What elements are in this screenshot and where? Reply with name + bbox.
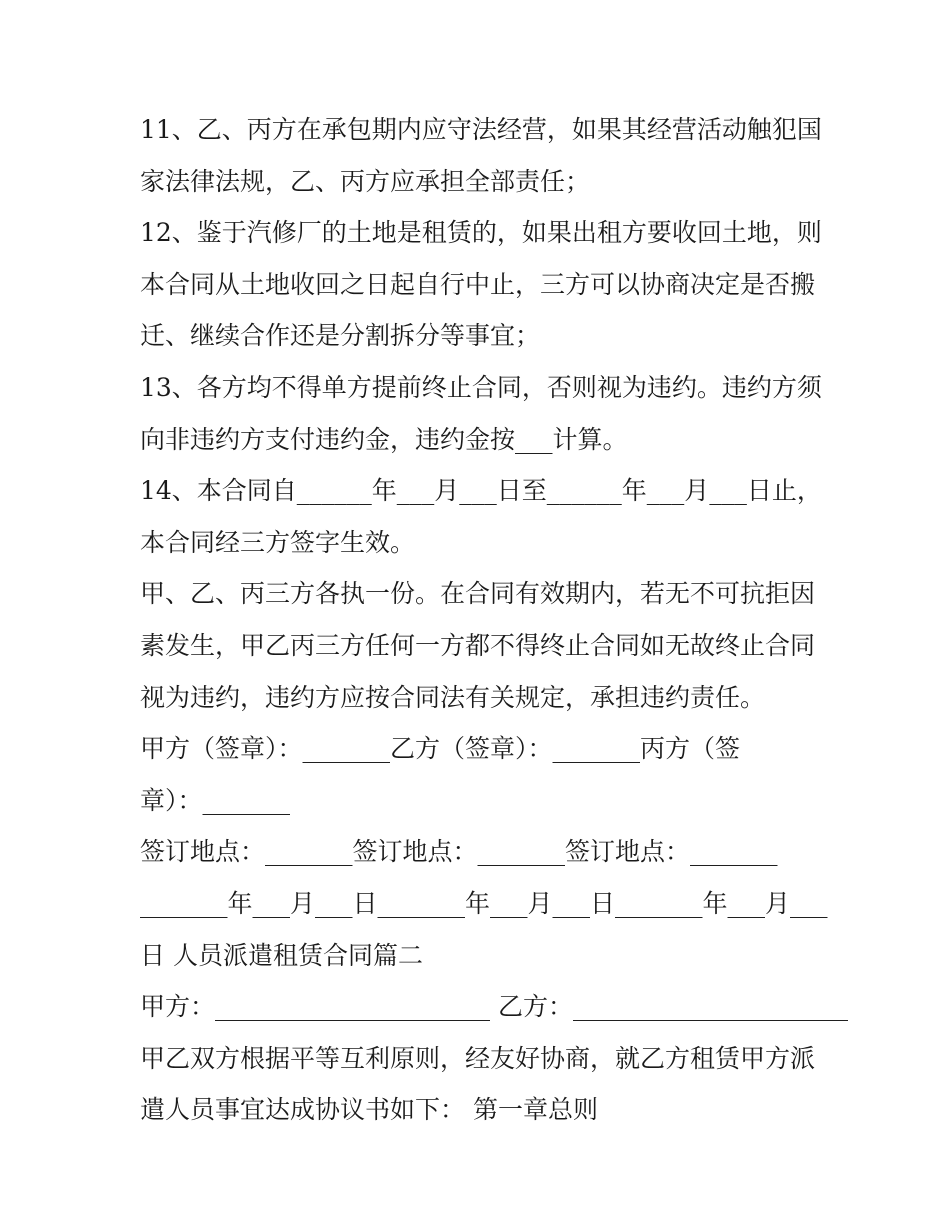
clause-13-line-1: 13、各方均不得单方提前终止合同，否则视为违约。违约方须 — [140, 372, 822, 402]
clause-12-line-2: 本合同从土地收回之日起自行中止，三方可以协商决定是否搬 — [140, 269, 816, 299]
signature-line-1: 甲方（签章）：_______乙方（签章）：_______丙方（签 — [140, 734, 741, 764]
copies-line-1: 甲、乙、丙三方各执一份。在合同有效期内，若无不可抗拒因 — [140, 579, 816, 609]
clause-12-line-3: 迁、继续合作还是分割拆分等事宜； — [140, 321, 541, 351]
copies-line-3: 视为违约，违约方应按合同法有关规定，承担违约责任。 — [140, 682, 766, 712]
signature-line-2: 章）：_______ — [140, 785, 291, 815]
clause-14-line-1: 14、本合同自______年___月___日至______年___月___日止， — [140, 476, 822, 506]
intro-line-1: 甲乙双方根据平等互利原则，经友好协商，就乙方租赁甲方派 — [140, 1043, 816, 1073]
clause-11-line-1: 11、乙、丙方在承包期内应守法经营，如果其经营活动触犯国 — [140, 115, 822, 144]
parties-line: 甲方：______________________ 乙方：______________________ — [140, 992, 848, 1022]
clause-12-line-1: 12、鉴于汽修厂的土地是租赁的，如果出租方要收回土地，则 — [140, 218, 822, 248]
signing-date-line: _______年___月___日_______年___月___日_______年___月___ — [140, 888, 828, 918]
clause-11-line-2: 家法律法规，乙、丙方应承担全部责任； — [140, 166, 591, 196]
clause-13-line-2: 向非违约方支付违约金，违约金按___计算。 — [140, 424, 628, 454]
copies-line-2: 素发生，甲乙丙三方任何一方都不得终止合同如无故终止合同 — [140, 630, 816, 660]
signing-place-line: 签订地点：_______签订地点：_______签订地点：_______ — [140, 837, 778, 867]
document-body — [140, 104, 848, 1136]
intro-line-2: 遣人员事宜达成协议书如下： 第一章总则 — [140, 1095, 598, 1125]
clause-14-line-2: 本合同经三方签字生效。 — [140, 527, 416, 557]
section-heading-line: 日 人员派遣租赁合同篇二 — [140, 940, 423, 970]
